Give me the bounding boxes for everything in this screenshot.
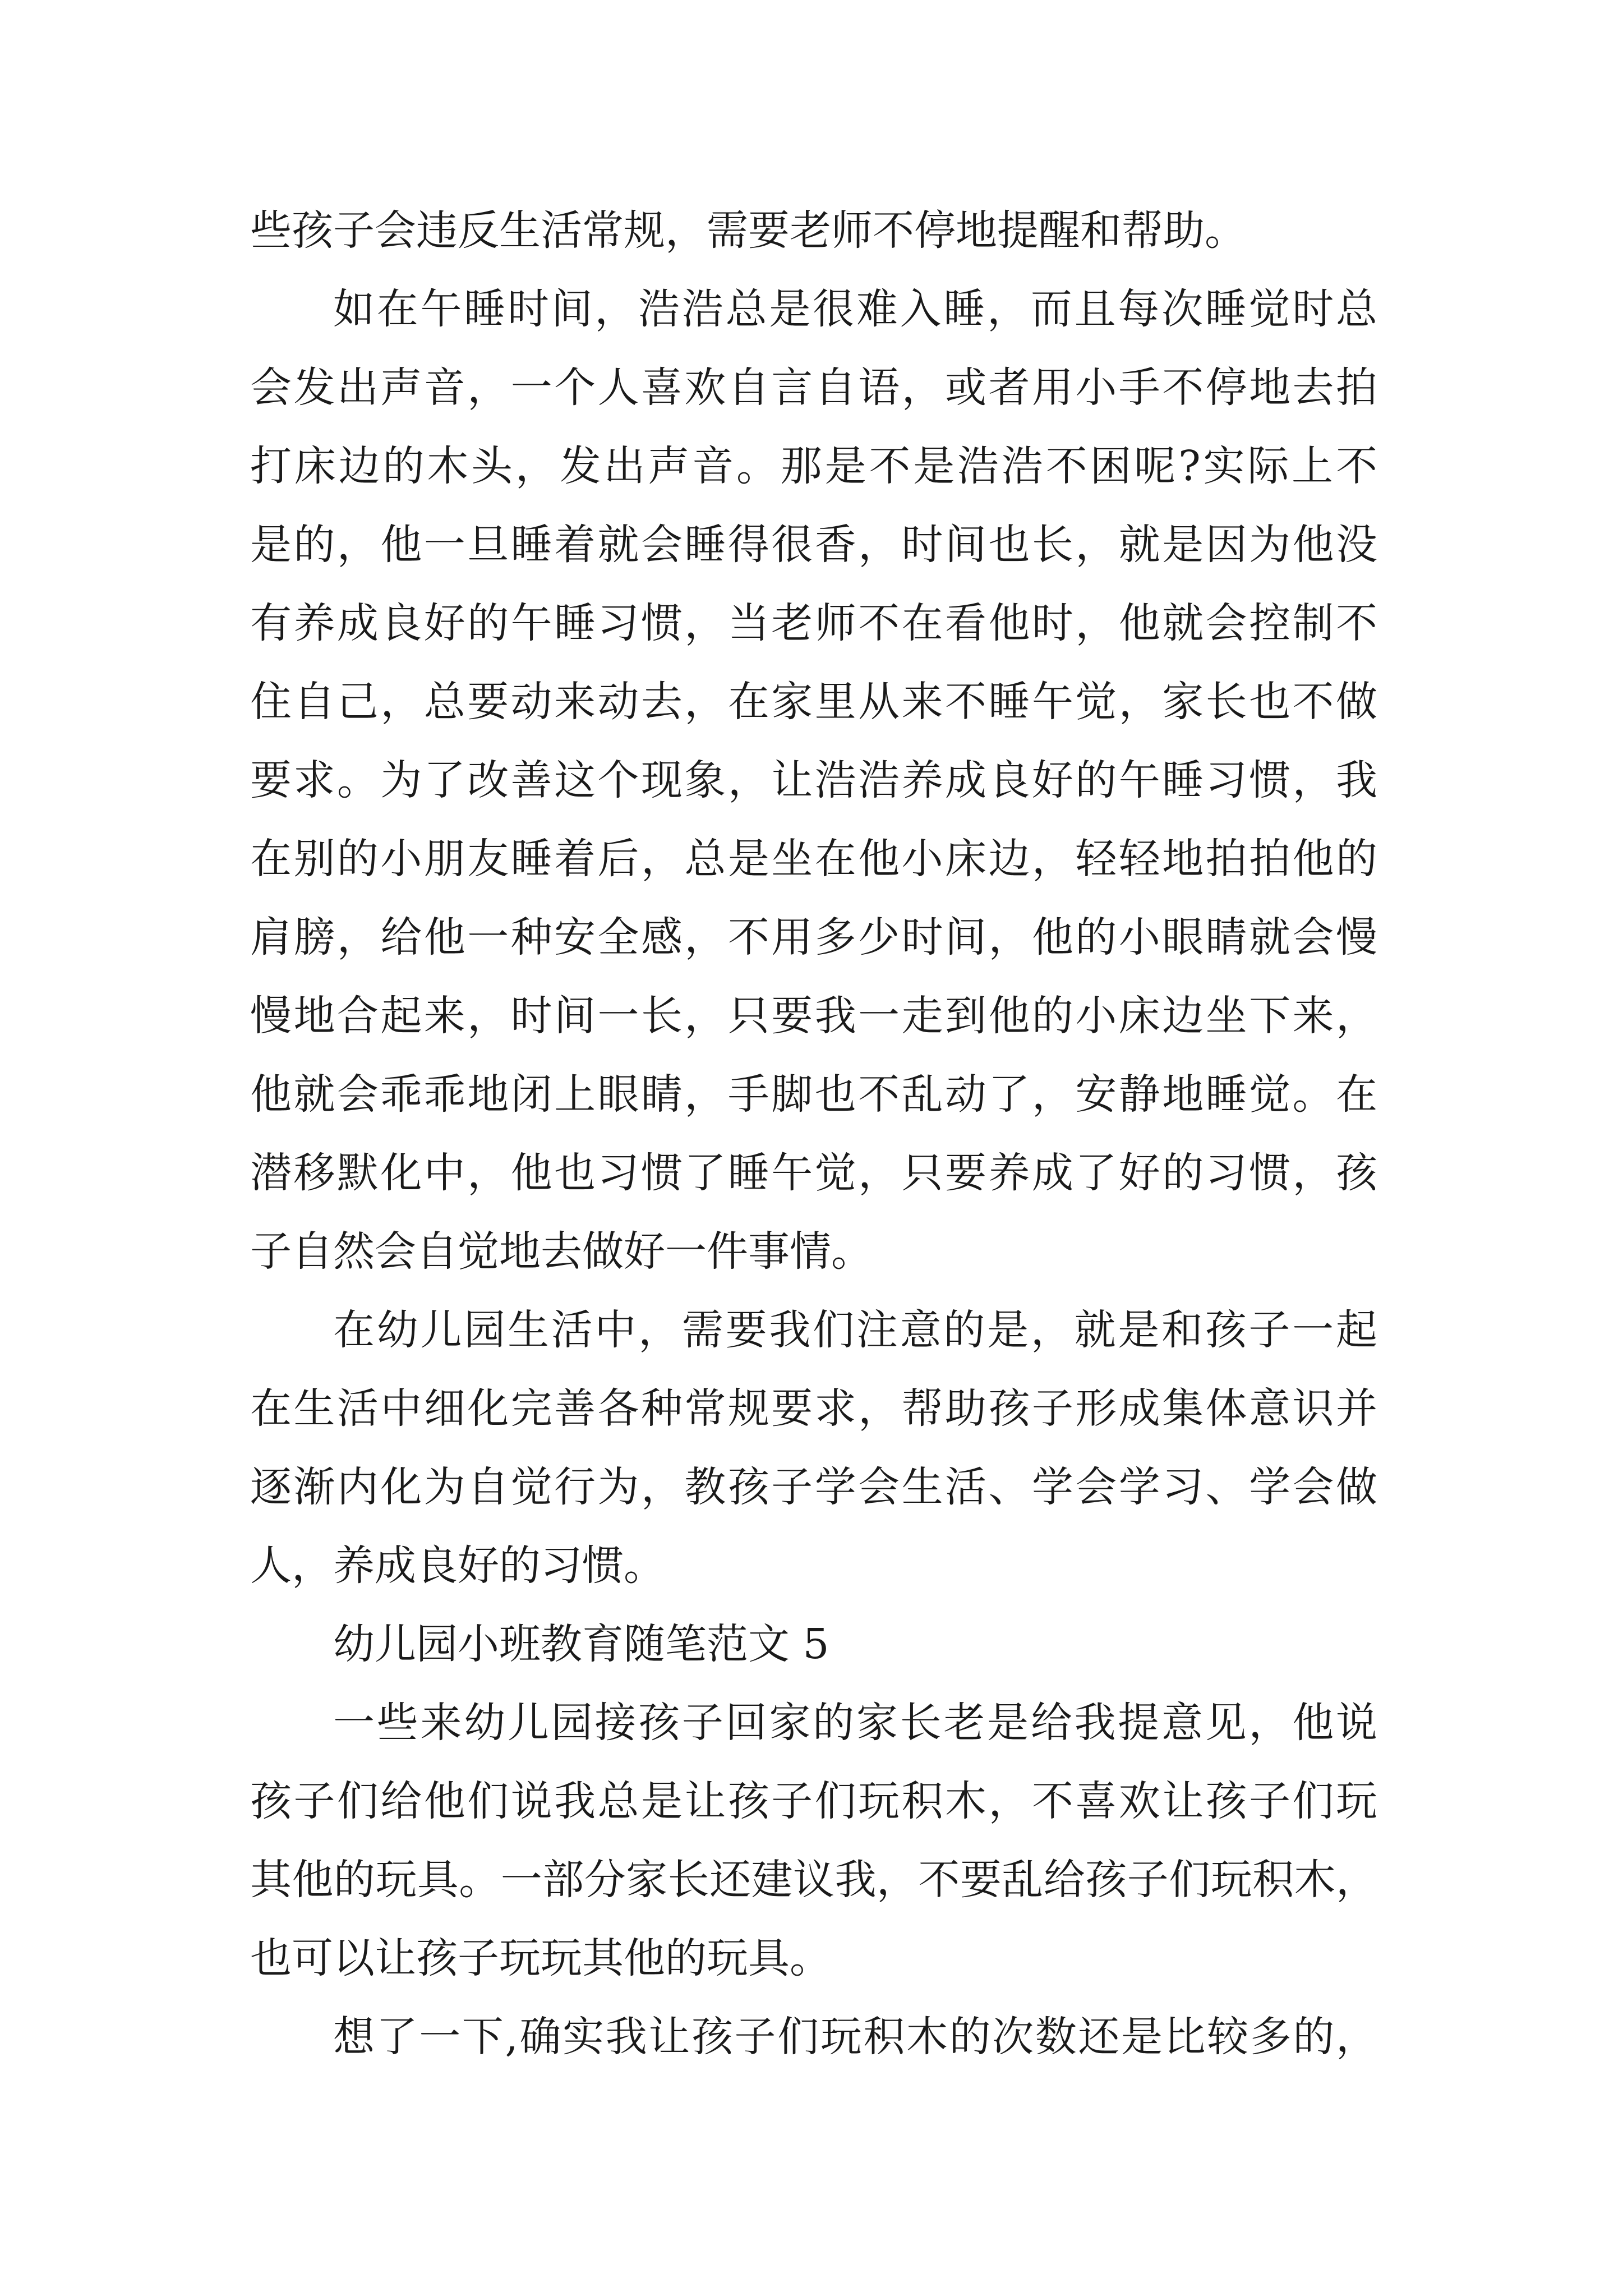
text-line: 会发出声音，一个人喜欢自言自语，或者用小手不停地去拍 xyxy=(250,364,1377,412)
text-line: 些孩子会违反生活常规，需要老师不停地提醒和帮助。 xyxy=(250,206,1246,255)
paragraph-first-line: 一些来幼儿园接孩子回家的家长老是给我提意见，他说 xyxy=(333,1699,1377,1747)
text-line: 打床边的木头，发出声音。那是不是浩浩不困呢?实际上不 xyxy=(250,442,1377,490)
text-line: 有养成良好的午睡习惯，当老师不在看他时，他就会控制不 xyxy=(250,599,1377,647)
text-line: 要求。为了改善这个现象，让浩浩养成良好的午睡习惯，我 xyxy=(250,756,1377,804)
paragraph-first-line: 想了一下,确实我让孩子们玩积木的次数还是比较多的， xyxy=(333,2013,1377,2061)
text-line: 其他的玩具。一部分家长还建议我，不要乱给孩子们玩积木， xyxy=(250,1856,1377,1904)
paragraph-first-line: 如在午睡时间，浩浩总是很难入睡，而且每次睡觉时总 xyxy=(333,285,1377,333)
text-line: 住自己，总要动来动去，在家里从来不睡午觉，家长也不做 xyxy=(250,678,1377,726)
text-line: 肩膀，给他一种安全感，不用多少时间，他的小眼睛就会慢 xyxy=(250,913,1377,961)
text-line: 子自然会自觉地去做好一件事情。 xyxy=(250,1227,873,1276)
text-line: 人，养成良好的习惯。 xyxy=(250,1542,665,1590)
paragraph-first-line: 在幼儿园生活中，需要我们注意的是，就是和孩子一起 xyxy=(333,1306,1377,1354)
text-line: 孩子们给他们说我总是让孩子们玩积木，不喜欢让孩子们玩 xyxy=(250,1777,1377,1825)
text-line: 也可以让孩子玩玩其他的玩具。 xyxy=(250,1934,831,1982)
text-line: 在别的小朋友睡着后，总是坐在他小床边，轻轻地拍拍他的 xyxy=(250,835,1377,883)
text-line: 在生活中细化完善各种常规要求，帮助孩子形成集体意识并 xyxy=(250,1384,1377,1433)
text-line: 慢地合起来，时间一长，只要我一走到他的小床边坐下来， xyxy=(250,992,1377,1040)
text-line: 是的，他一旦睡着就会睡得很香，时间也长，就是因为他没 xyxy=(250,521,1377,569)
section-heading: 幼儿园小班教育随笔范文 5 xyxy=(333,1620,829,1668)
text-line: 潜移默化中，他也习惯了睡午觉，只要养成了好的习惯，孩 xyxy=(250,1149,1377,1197)
text-line: 逐渐内化为自觉行为，教孩子学会生活、学会学习、学会做 xyxy=(250,1463,1377,1511)
text-line: 他就会乖乖地闭上眼睛，手脚也不乱动了，安静地睡觉。在 xyxy=(250,1070,1377,1119)
